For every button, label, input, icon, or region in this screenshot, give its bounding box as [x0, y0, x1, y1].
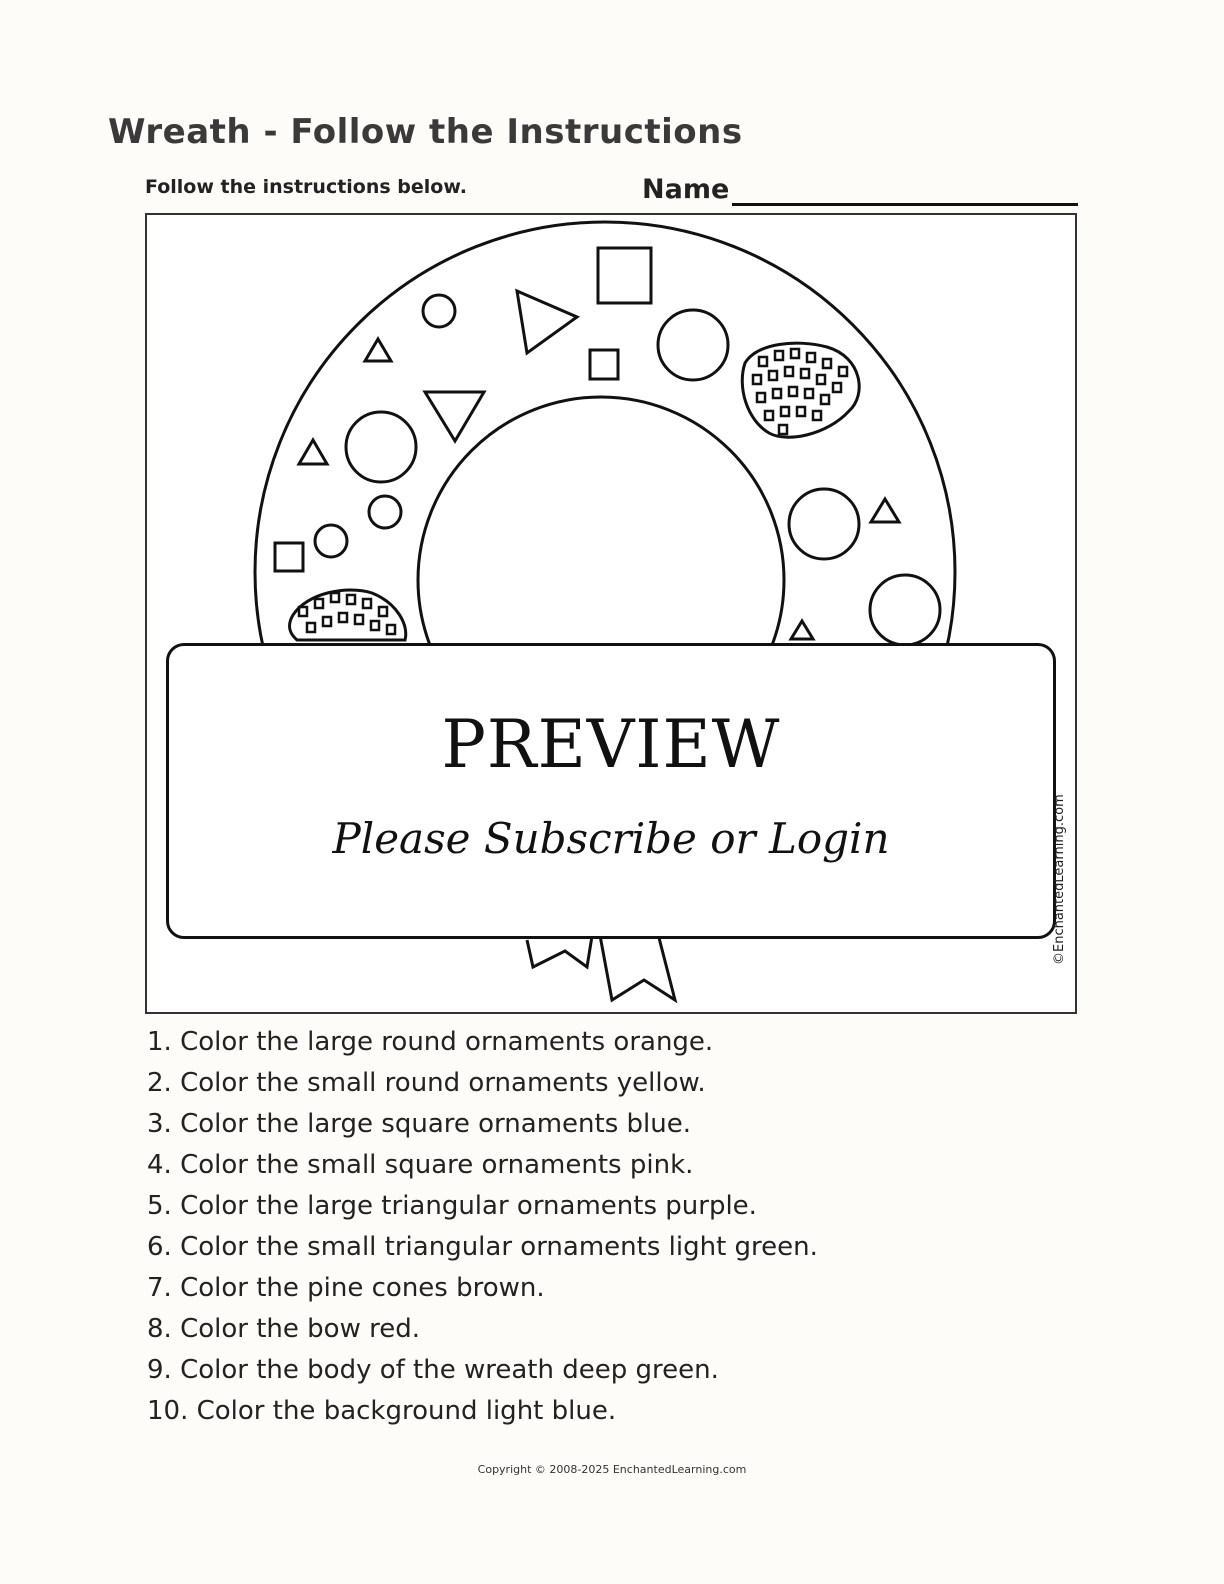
pine-cone [742, 343, 859, 437]
instruction-item: 2. Color the small round ornaments yellow. [147, 1068, 706, 1098]
preview-title: PREVIEW [441, 706, 781, 783]
large-round-ornament [870, 575, 940, 645]
instruction-header: Follow the instructions below. [145, 176, 467, 198]
copyright: Copyright © 2008-2025 EnchantedLearning.com [477, 1463, 747, 1476]
instruction-item: 5. Color the large triangular ornaments purple. [147, 1191, 757, 1221]
small-square-ornament [275, 543, 303, 571]
preview-overlay[interactable] [166, 643, 1056, 939]
small-round-ornament [423, 295, 455, 327]
small-round-ornament [369, 496, 401, 528]
instruction-item: 7. Color the pine cones brown. [147, 1273, 545, 1303]
large-triangle-ornament [517, 291, 577, 353]
instruction-item: 3. Color the large square ornaments blue. [147, 1109, 691, 1139]
subscribe-login-link[interactable]: Please Subscribe or Login [332, 814, 890, 863]
instruction-item: 1. Color the large round ornaments orange. [147, 1027, 714, 1057]
name-label: Name [642, 174, 730, 205]
instruction-item: 8. Color the bow red. [147, 1314, 420, 1344]
page-title: Wreath - Follow the Instructions [108, 112, 743, 152]
small-square-ornament [590, 350, 618, 379]
instruction-item: 6. Color the small triangular ornaments light green. [147, 1232, 818, 1262]
small-triangle-ornament [365, 339, 391, 361]
large-round-ornament [346, 412, 416, 482]
instruction-item: 4. Color the small square ornaments pink. [147, 1150, 694, 1180]
small-round-ornament [315, 525, 347, 557]
pine-cone [290, 590, 406, 640]
side-credit: ©EnchantedLearning.com [1052, 794, 1067, 965]
name-line [732, 203, 1078, 206]
instruction-item: 9. Color the body of the wreath deep green. [147, 1355, 719, 1385]
large-round-ornament [658, 310, 728, 380]
large-triangle-ornament [425, 392, 484, 441]
large-round-ornament [789, 489, 859, 559]
small-triangle-ornament [791, 621, 813, 639]
instructions-list [147, 1022, 818, 1432]
large-square-ornament [598, 248, 651, 303]
instruction-item: 10. Color the background light blue. [147, 1396, 617, 1426]
small-triangle-ornament [299, 440, 327, 464]
bow-ribbon-right [599, 930, 675, 1000]
small-triangle-ornament [871, 499, 899, 522]
